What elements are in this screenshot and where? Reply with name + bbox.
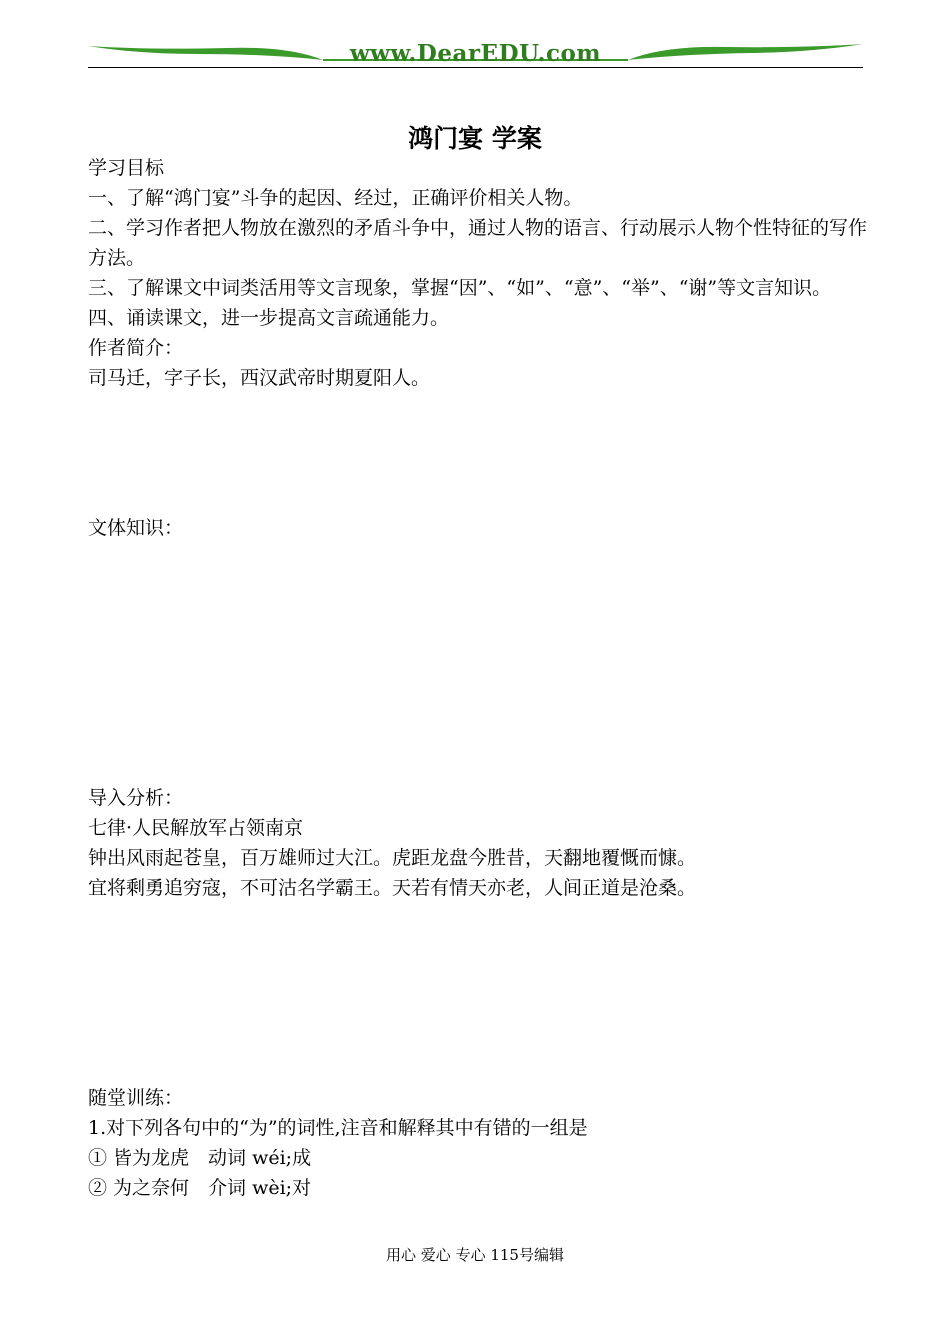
blank-space: [88, 543, 868, 783]
objective-2: 二、学习作者把人物放在激烈的矛盾斗争中，通过人物的语言、行动展示人物个性特征的写作方法。: [88, 217, 868, 269]
document-title: 鸿门宴 学案: [408, 124, 542, 153]
section-heading-genre: 文体知识：: [88, 517, 184, 539]
section-heading-intro-analysis: 导入分析：: [88, 787, 184, 809]
author-intro: 司马迁，字子长，西汉武帝时期夏阳人。: [88, 367, 431, 389]
question-1: 1.对下列各句中的“为”的词性,注音和解释其中有错的一组是: [88, 1117, 588, 1139]
poem-line-2: 宜将剩勇追穷寇，不可沽名学霸王。天若有情天亦老，人间正道是沧桑。: [88, 877, 697, 899]
objective-4: 四、诵读课文，进一步提高文言疏通能力。: [88, 307, 450, 329]
poem-title: 七律·人民解放军占领南京: [88, 817, 304, 839]
site-url: www.DearEDU.com: [349, 40, 602, 67]
objective-3: 三、了解课文中词类活用等文言现象，掌握“因”、“如”、“意”、“举”、“谢”等文言知识。: [88, 277, 832, 299]
poem-line-1: 钟出风雨起苍皇，百万雄师过大江。虎距龙盘今胜昔，天翻地覆慨而慷。: [88, 847, 697, 869]
objective-1: 一、了解“鸿门宴”斗争的起因、经过，正确评价相关人物。: [88, 187, 583, 209]
section-heading-objectives: 学习目标: [88, 157, 165, 179]
header-rule: [88, 67, 863, 68]
document-body: [88, 153, 868, 1203]
blank-space: [88, 903, 868, 1083]
blank-space: [88, 393, 868, 513]
page-footer: 用心 爱心 专心 115号编辑: [386, 1246, 564, 1264]
section-heading-author: 作者简介：: [88, 337, 184, 359]
question-1-option-2: ② 为之奈何 介词 wèi;对: [88, 1177, 312, 1199]
question-1-option-1: ① 皆为龙虎 动词 wéi;成: [88, 1147, 312, 1169]
section-heading-practice: 随堂训练：: [88, 1087, 184, 1109]
